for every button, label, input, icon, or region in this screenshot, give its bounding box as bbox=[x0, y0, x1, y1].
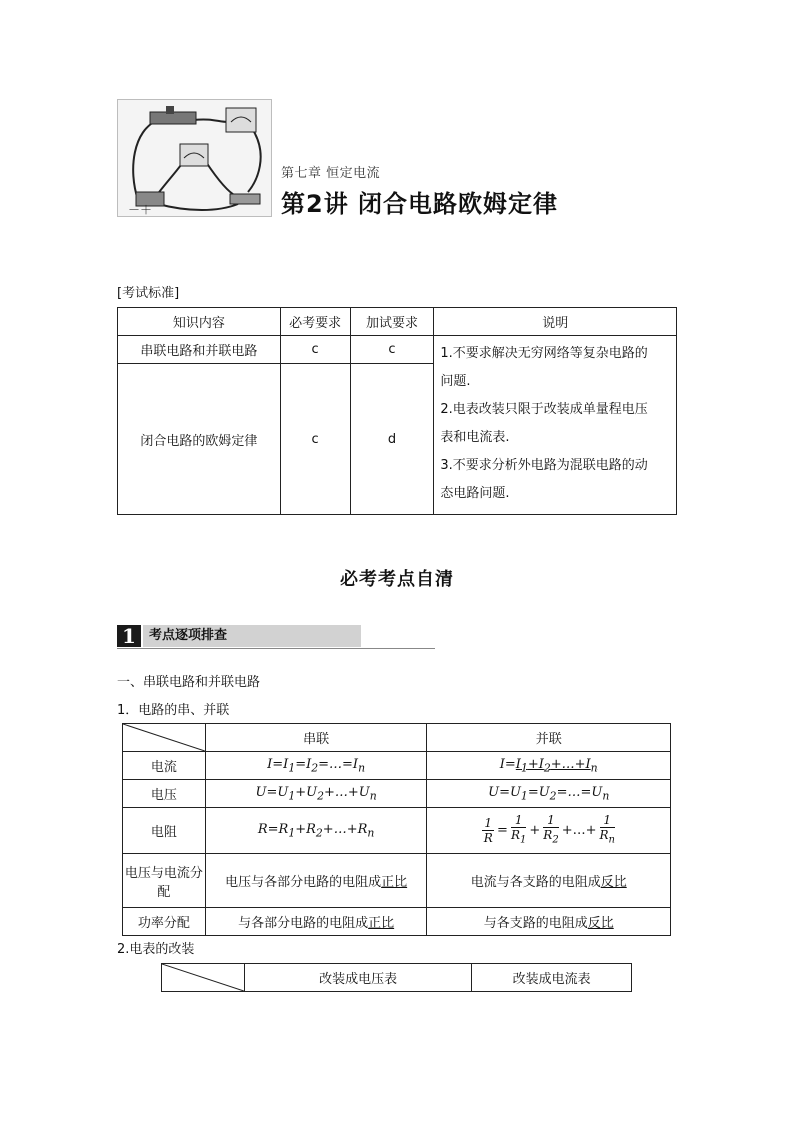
header-cell: 必考要求 bbox=[280, 308, 350, 336]
parallel-voltage-formula: $U=U_1=U_2=\dots=U_n$ bbox=[427, 780, 671, 808]
parallel-power-distribution: 与各支路的电阻成反比 bbox=[427, 908, 671, 936]
row-label: 功率分配 bbox=[123, 908, 206, 936]
section-rule bbox=[117, 648, 435, 649]
note-line: 表和电流表. bbox=[440, 430, 510, 445]
meter-modification-table bbox=[161, 963, 632, 992]
parallel-current-formula: $I=I_1+I_2+\dots+I_n$ bbox=[427, 752, 671, 780]
chapter-label: 第七章 恒定电流 bbox=[281, 166, 381, 181]
parallel-resistance-formula: $\frac{1}{R}$ = $\frac{1}{R_1}$ + $\frac{1}{R_2}$ +…+ $\frac{1}{R_n}$ bbox=[427, 808, 671, 854]
subsection-title: 一、串联电路和并联电路 bbox=[117, 675, 261, 690]
series-current-formula: $I=I_1=I_2=\dots=I_n$ bbox=[205, 752, 427, 780]
header-cell: 改装成电流表 bbox=[472, 964, 632, 992]
notes-cell bbox=[434, 336, 677, 515]
extra-cell: c bbox=[350, 336, 434, 364]
series-voltage-distribution: 电压与各部分电路的电阻成正比 bbox=[205, 854, 427, 908]
section-heading: 必考考点自清 bbox=[340, 569, 454, 590]
series-voltage-formula: $U=U_1+U_2+\dots+U_n$ bbox=[205, 780, 427, 808]
series-parallel-table bbox=[122, 723, 671, 936]
lecture-title: 第2讲 闭合电路欧姆定律 bbox=[281, 190, 559, 218]
header-cell: 并联 bbox=[427, 724, 671, 752]
row-label: 电压 bbox=[123, 780, 206, 808]
parallel-current-distribution: 电流与各支路的电阻成反比 bbox=[427, 854, 671, 908]
svg-text:－＋: －＋ bbox=[128, 203, 153, 216]
series-resistance-formula: $R=R_1+R_2+\dots+R_n$ bbox=[205, 808, 427, 854]
row-label: 电流 bbox=[123, 752, 206, 780]
note-line: 3.不要求分析外电路为混联电路的动 bbox=[440, 458, 648, 473]
required-cell: c bbox=[280, 336, 350, 364]
diagonal-header-cell bbox=[162, 964, 245, 992]
exam-standard-label: [考试标准] bbox=[117, 286, 180, 301]
topic-cell: 串联电路和并联电路 bbox=[118, 336, 281, 364]
topic-cell: 闭合电路的欧姆定律 bbox=[118, 364, 281, 515]
note-line: 2.电表改装只限于改装成单量程电压 bbox=[440, 402, 648, 417]
circuit-diagram-icon bbox=[118, 100, 271, 216]
note-line: 问题. bbox=[440, 374, 471, 389]
required-cell: c bbox=[280, 364, 350, 515]
section-number: 1 bbox=[117, 625, 141, 647]
header-cell: 改装成电压表 bbox=[244, 964, 472, 992]
header-cell: 串联 bbox=[205, 724, 427, 752]
item-title: 1．电路的串、并联 bbox=[117, 703, 230, 718]
row-label: 电压与电流分配 bbox=[123, 854, 206, 908]
row-label: 电阻 bbox=[123, 808, 206, 854]
header-cell: 说明 bbox=[434, 308, 677, 336]
note-line: 1.不要求解决无穷网络等复杂电路的 bbox=[440, 346, 648, 361]
header-cell: 知识内容 bbox=[118, 308, 281, 336]
section-bar-label: 考点逐项排查 bbox=[143, 625, 361, 647]
item-title: 2.电表的改装 bbox=[117, 942, 195, 957]
exam-standard-table bbox=[117, 307, 677, 515]
note-line: 态电路问题. bbox=[440, 486, 510, 501]
extra-cell: d bbox=[350, 364, 434, 515]
series-power-distribution: 与各部分电路的电阻成正比 bbox=[205, 908, 427, 936]
circuit-illustration bbox=[117, 99, 272, 217]
section-bar bbox=[117, 625, 435, 649]
diagonal-header-cell bbox=[123, 724, 206, 752]
header-cell: 加试要求 bbox=[350, 308, 434, 336]
